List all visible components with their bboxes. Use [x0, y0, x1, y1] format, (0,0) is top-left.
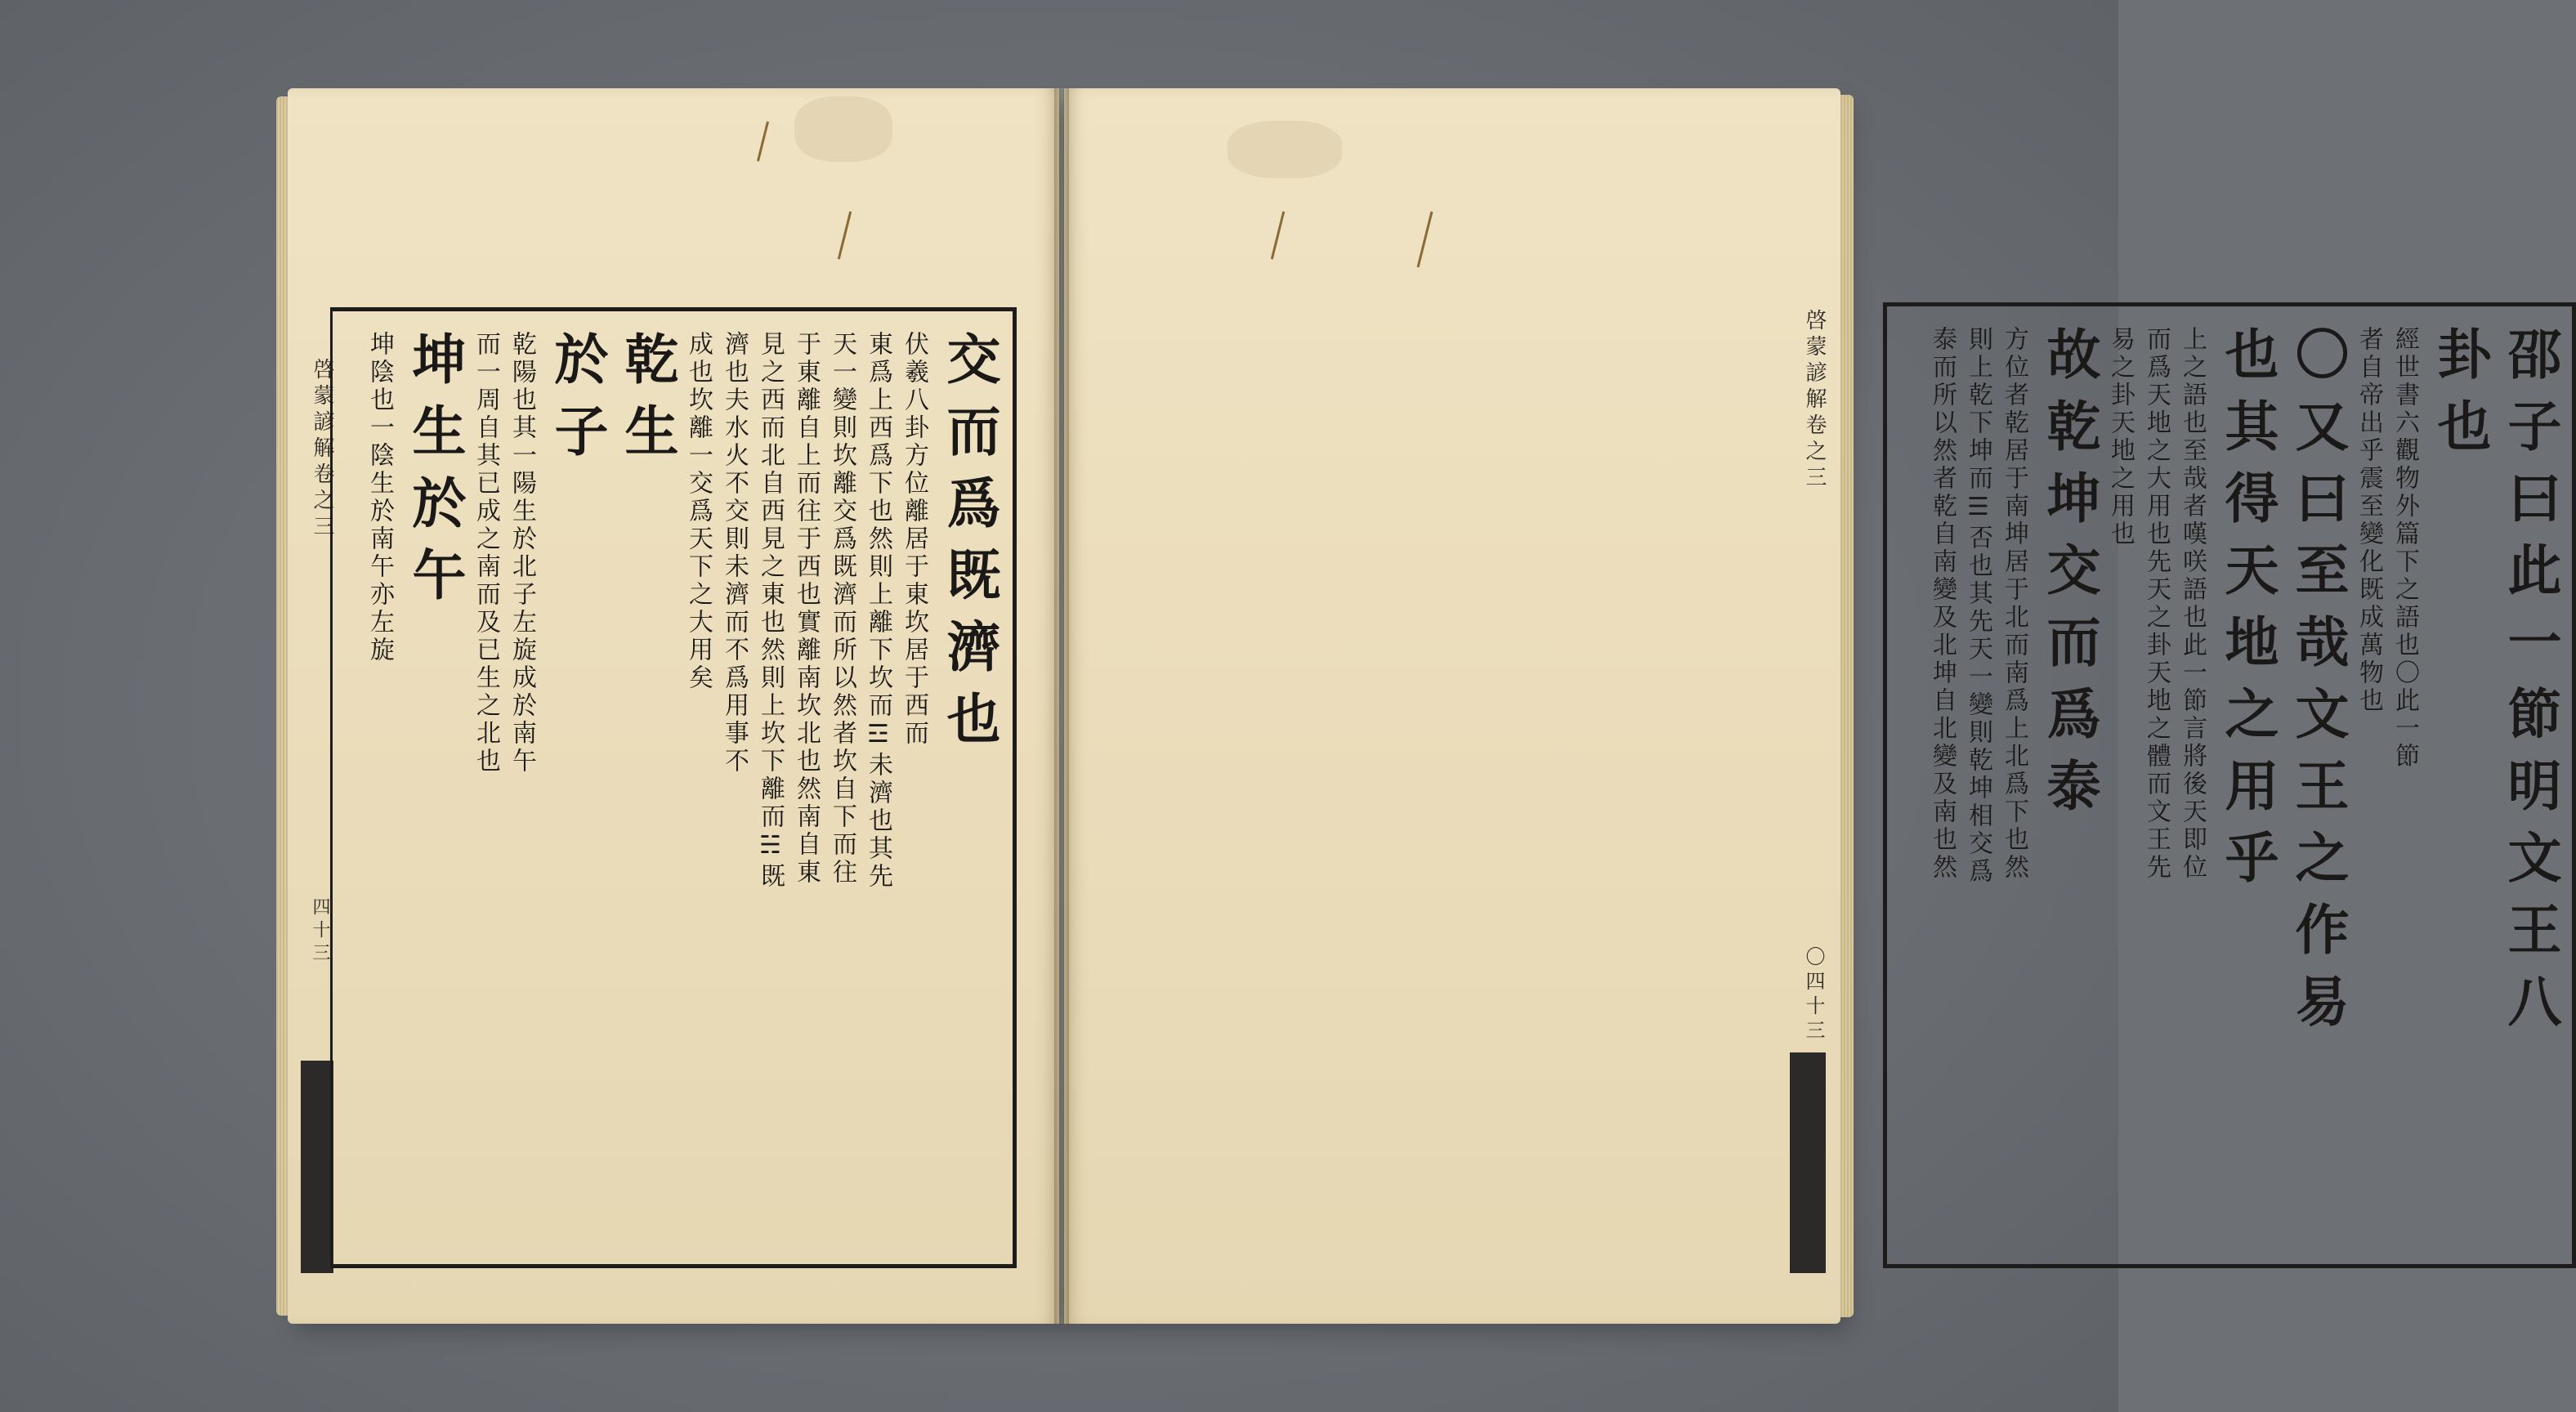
paper-stain: [1228, 121, 1342, 178]
left-black-band: [301, 1061, 333, 1273]
left-page: [288, 88, 1059, 1324]
binding-thread: [1271, 212, 1285, 260]
left-page-text-column: 天一變則坎離交爲既濟而所以然者坎自下而往: [828, 331, 856, 887]
right-black-band: [1790, 1052, 1826, 1273]
left-page-text-column: 坤陰也一陰生於南午亦左旋: [365, 331, 394, 664]
right-page-text-column: 〇又曰至哉文王之作易: [2286, 326, 2350, 1045]
left-page-text-column: 濟也夫水火不交則未濟而不爲用事不: [720, 331, 749, 775]
right-page-text-column: 經世書六觀物外篇下之語也〇此一節: [2390, 326, 2419, 771]
left-page-text-column: 東爲上西爲下也然則上離下坎而☲未濟也其先: [864, 331, 892, 891]
right-page-text-column: 易之卦天地之用也: [2106, 326, 2135, 548]
right-text-frame: [1883, 302, 2576, 1268]
left-page-text-column: 坤生於午: [403, 331, 467, 619]
right-margin-title: 啓蒙諺解卷之三: [1802, 309, 1827, 492]
right-page-text-column: 卦也: [2428, 326, 2492, 470]
left-page-text-column: 而一周自其已成之南而及已生之北也: [472, 331, 500, 775]
paper-stain: [794, 96, 892, 162]
left-page-text-column: 於子: [545, 331, 609, 475]
left-page-text-column: 于東離自上而往于西也實離南坎北也然南自東: [792, 331, 821, 887]
binding-thread: [757, 121, 769, 161]
right-page-text-column: 者自帝出乎震至變化既成萬物也: [2355, 326, 2383, 715]
left-page-text-column: 乾陽也其一陽生於北子左旋成於南午: [508, 331, 536, 775]
left-page-text-column: 伏羲八卦方位離居于東坎居于西而: [900, 331, 928, 748]
right-page-text-column: 而爲天地之大用也先天之卦天地之體而文王先: [2142, 326, 2171, 882]
right-page-text-column: 邵子曰此一節明文王八: [2498, 326, 2562, 1045]
open-book: [288, 88, 2562, 1324]
right-page-text-column: 上之語也至哉者嘆咲語也此一節言將後天即位: [2178, 326, 2207, 882]
left-page-text-column: 見之西而北自西見之東也然則上坎下離而☵既: [756, 331, 785, 891]
left-page-text-column: 乾生: [615, 331, 679, 475]
left-text-frame: [330, 307, 1017, 1268]
left-margin-title: 啓蒙諺解卷之三: [310, 358, 334, 541]
right-page: [1064, 88, 2562, 1324]
left-margin-folio: 四十三: [310, 897, 330, 966]
right-margin-folio: 〇四十三: [1802, 946, 1825, 1044]
right-page-text-column: 則上乾下坤而☰否也其先天一變則乾坤相交爲: [1964, 326, 1992, 886]
binding-thread: [838, 212, 852, 260]
right-page-text-column: 方位者乾居于南坤居于北而南爲上北爲下也然: [2000, 326, 2028, 882]
book-gutter: [1054, 88, 1069, 1324]
right-page-text-column: 也其得天地之用乎: [2216, 326, 2279, 901]
right-page-text-column: 故乾坤交而爲泰: [2037, 326, 2101, 829]
left-page-text-column: 交而爲既濟也: [937, 331, 1001, 762]
binding-thread: [1417, 212, 1433, 268]
right-page-text-column: 泰而所以然者乾自南變及北坤自北變及南也然: [1928, 326, 1957, 882]
left-page-text-column: 成也坎離一交爲天下之大用矣: [684, 331, 713, 692]
